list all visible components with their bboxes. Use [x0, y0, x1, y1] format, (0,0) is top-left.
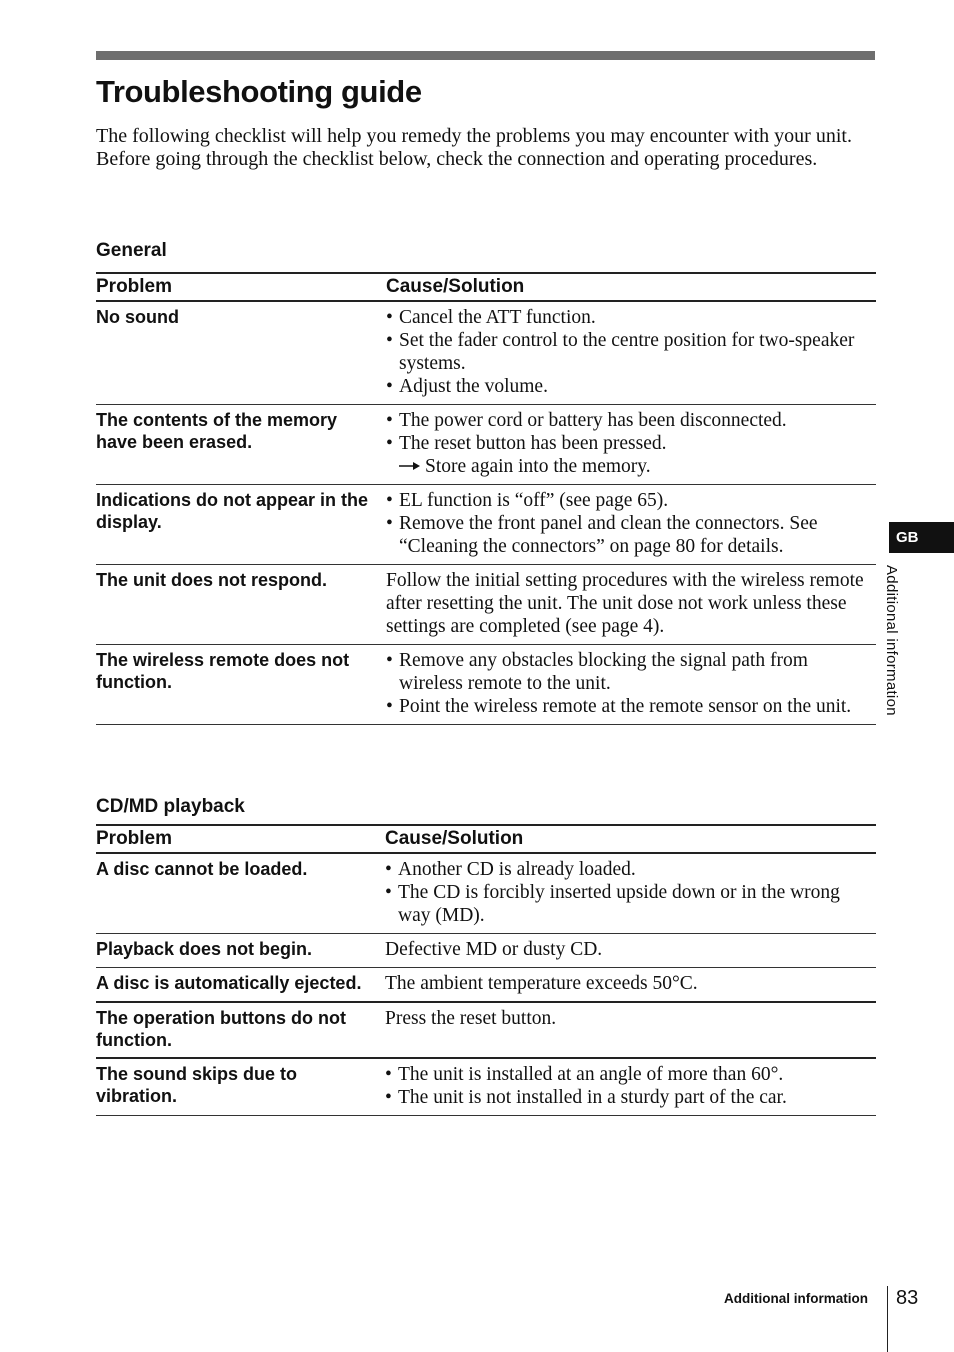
- column-header-solution: Cause/Solution: [386, 273, 876, 301]
- column-header-solution: Cause/Solution: [385, 825, 876, 853]
- table-row: [96, 968, 876, 1003]
- solution-item: • Another CD is already loaded.: [385, 858, 876, 881]
- table-row: [96, 1058, 876, 1116]
- general-table: [96, 272, 876, 725]
- side-section-label: Additional information: [883, 565, 900, 716]
- table-row: [96, 405, 876, 485]
- problem-cell: No sound: [96, 301, 386, 405]
- problem-cell: The unit does not respond.: [96, 565, 386, 645]
- section-heading-cdmd: CD/MD playback: [96, 796, 245, 817]
- problem-cell: The sound skips due to vibration.: [96, 1058, 385, 1116]
- table-row: [96, 565, 876, 645]
- intro-paragraph: The following checklist will help you remedy the problems you may encounter with your unit.: [96, 125, 852, 147]
- intro-text: [96, 125, 876, 171]
- solution-item: • Remove any obstacles blocking the signal path from wireless remote to the unit.: [386, 649, 876, 695]
- arrow-right-icon: [399, 455, 421, 478]
- solution-cell: [385, 853, 876, 934]
- problem-cell: Indications do not appear in the display.: [96, 485, 386, 565]
- table-row: [96, 1002, 876, 1058]
- solution-cell: Follow the initial setting procedures with the wireless remote after resetting the unit. The unit dose not work unless these settings are completed (see page 4).: [386, 565, 876, 645]
- cdmd-table: [96, 824, 876, 1116]
- solution-cell: [386, 405, 876, 485]
- table-row: [96, 934, 876, 968]
- table-row: [96, 645, 876, 725]
- column-header-problem: Problem: [96, 825, 385, 853]
- column-header-problem: Problem: [96, 273, 386, 301]
- solution-cell: Press the reset button.: [385, 1002, 876, 1058]
- solution-item: • The unit is not installed in a sturdy part of the car.: [385, 1086, 876, 1109]
- footer-section-label: Additional information: [724, 1291, 868, 1306]
- solution-item: • The power cord or battery has been disconnected.: [386, 409, 876, 432]
- footer-divider: [887, 1286, 888, 1352]
- language-tab: GB: [889, 522, 954, 553]
- section-heading-general: General: [96, 240, 167, 261]
- problem-cell: A disc cannot be loaded.: [96, 853, 385, 934]
- table-row: [96, 485, 876, 565]
- solution-item: • Adjust the volume.: [386, 375, 876, 398]
- solution-cell: [386, 301, 876, 405]
- solution-cell: The ambient temperature exceeds 50°C.: [385, 968, 876, 1003]
- solution-cell: [385, 1058, 876, 1116]
- solution-item: • Cancel the ATT function.: [386, 306, 876, 329]
- table-header-row: [96, 825, 876, 853]
- table-row: [96, 853, 876, 934]
- problem-cell: The contents of the memory have been erased.: [96, 405, 386, 485]
- table-row: [96, 301, 876, 405]
- intro-paragraph: Before going through the checklist below, check the connection and operating procedures.: [96, 148, 818, 170]
- arrow-note: [386, 455, 876, 478]
- solution-cell: [386, 645, 876, 725]
- solution-cell: [386, 485, 876, 565]
- arrow-note-text: Store again into the memory.: [425, 456, 651, 477]
- solution-item: • The reset button has been pressed.: [386, 432, 876, 455]
- solution-item: • Remove the front panel and clean the connectors. See “Cleaning the connectors” on page 80 for details.: [386, 512, 876, 558]
- top-rule: [96, 51, 875, 60]
- solution-item: • Set the fader control to the centre position for two-speaker systems.: [386, 329, 876, 375]
- solution-item: • The unit is installed at an angle of more than 60°.: [385, 1063, 876, 1086]
- page-title: Troubleshooting guide: [96, 74, 422, 109]
- solution-item: • The CD is forcibly inserted upside down or in the wrong way (MD).: [385, 881, 876, 927]
- solution-item: • EL function is “off” (see page 65).: [386, 489, 876, 512]
- solution-item: • Point the wireless remote at the remote sensor on the unit.: [386, 695, 876, 718]
- page-number: 83: [896, 1287, 919, 1309]
- problem-cell: Playback does not begin.: [96, 934, 385, 968]
- problem-cell: The operation buttons do not function.: [96, 1002, 385, 1058]
- problem-cell: The wireless remote does not function.: [96, 645, 386, 725]
- problem-cell: A disc is automatically ejected.: [96, 968, 385, 1003]
- table-header-row: [96, 273, 876, 301]
- solution-cell: Defective MD or dusty CD.: [385, 934, 876, 968]
